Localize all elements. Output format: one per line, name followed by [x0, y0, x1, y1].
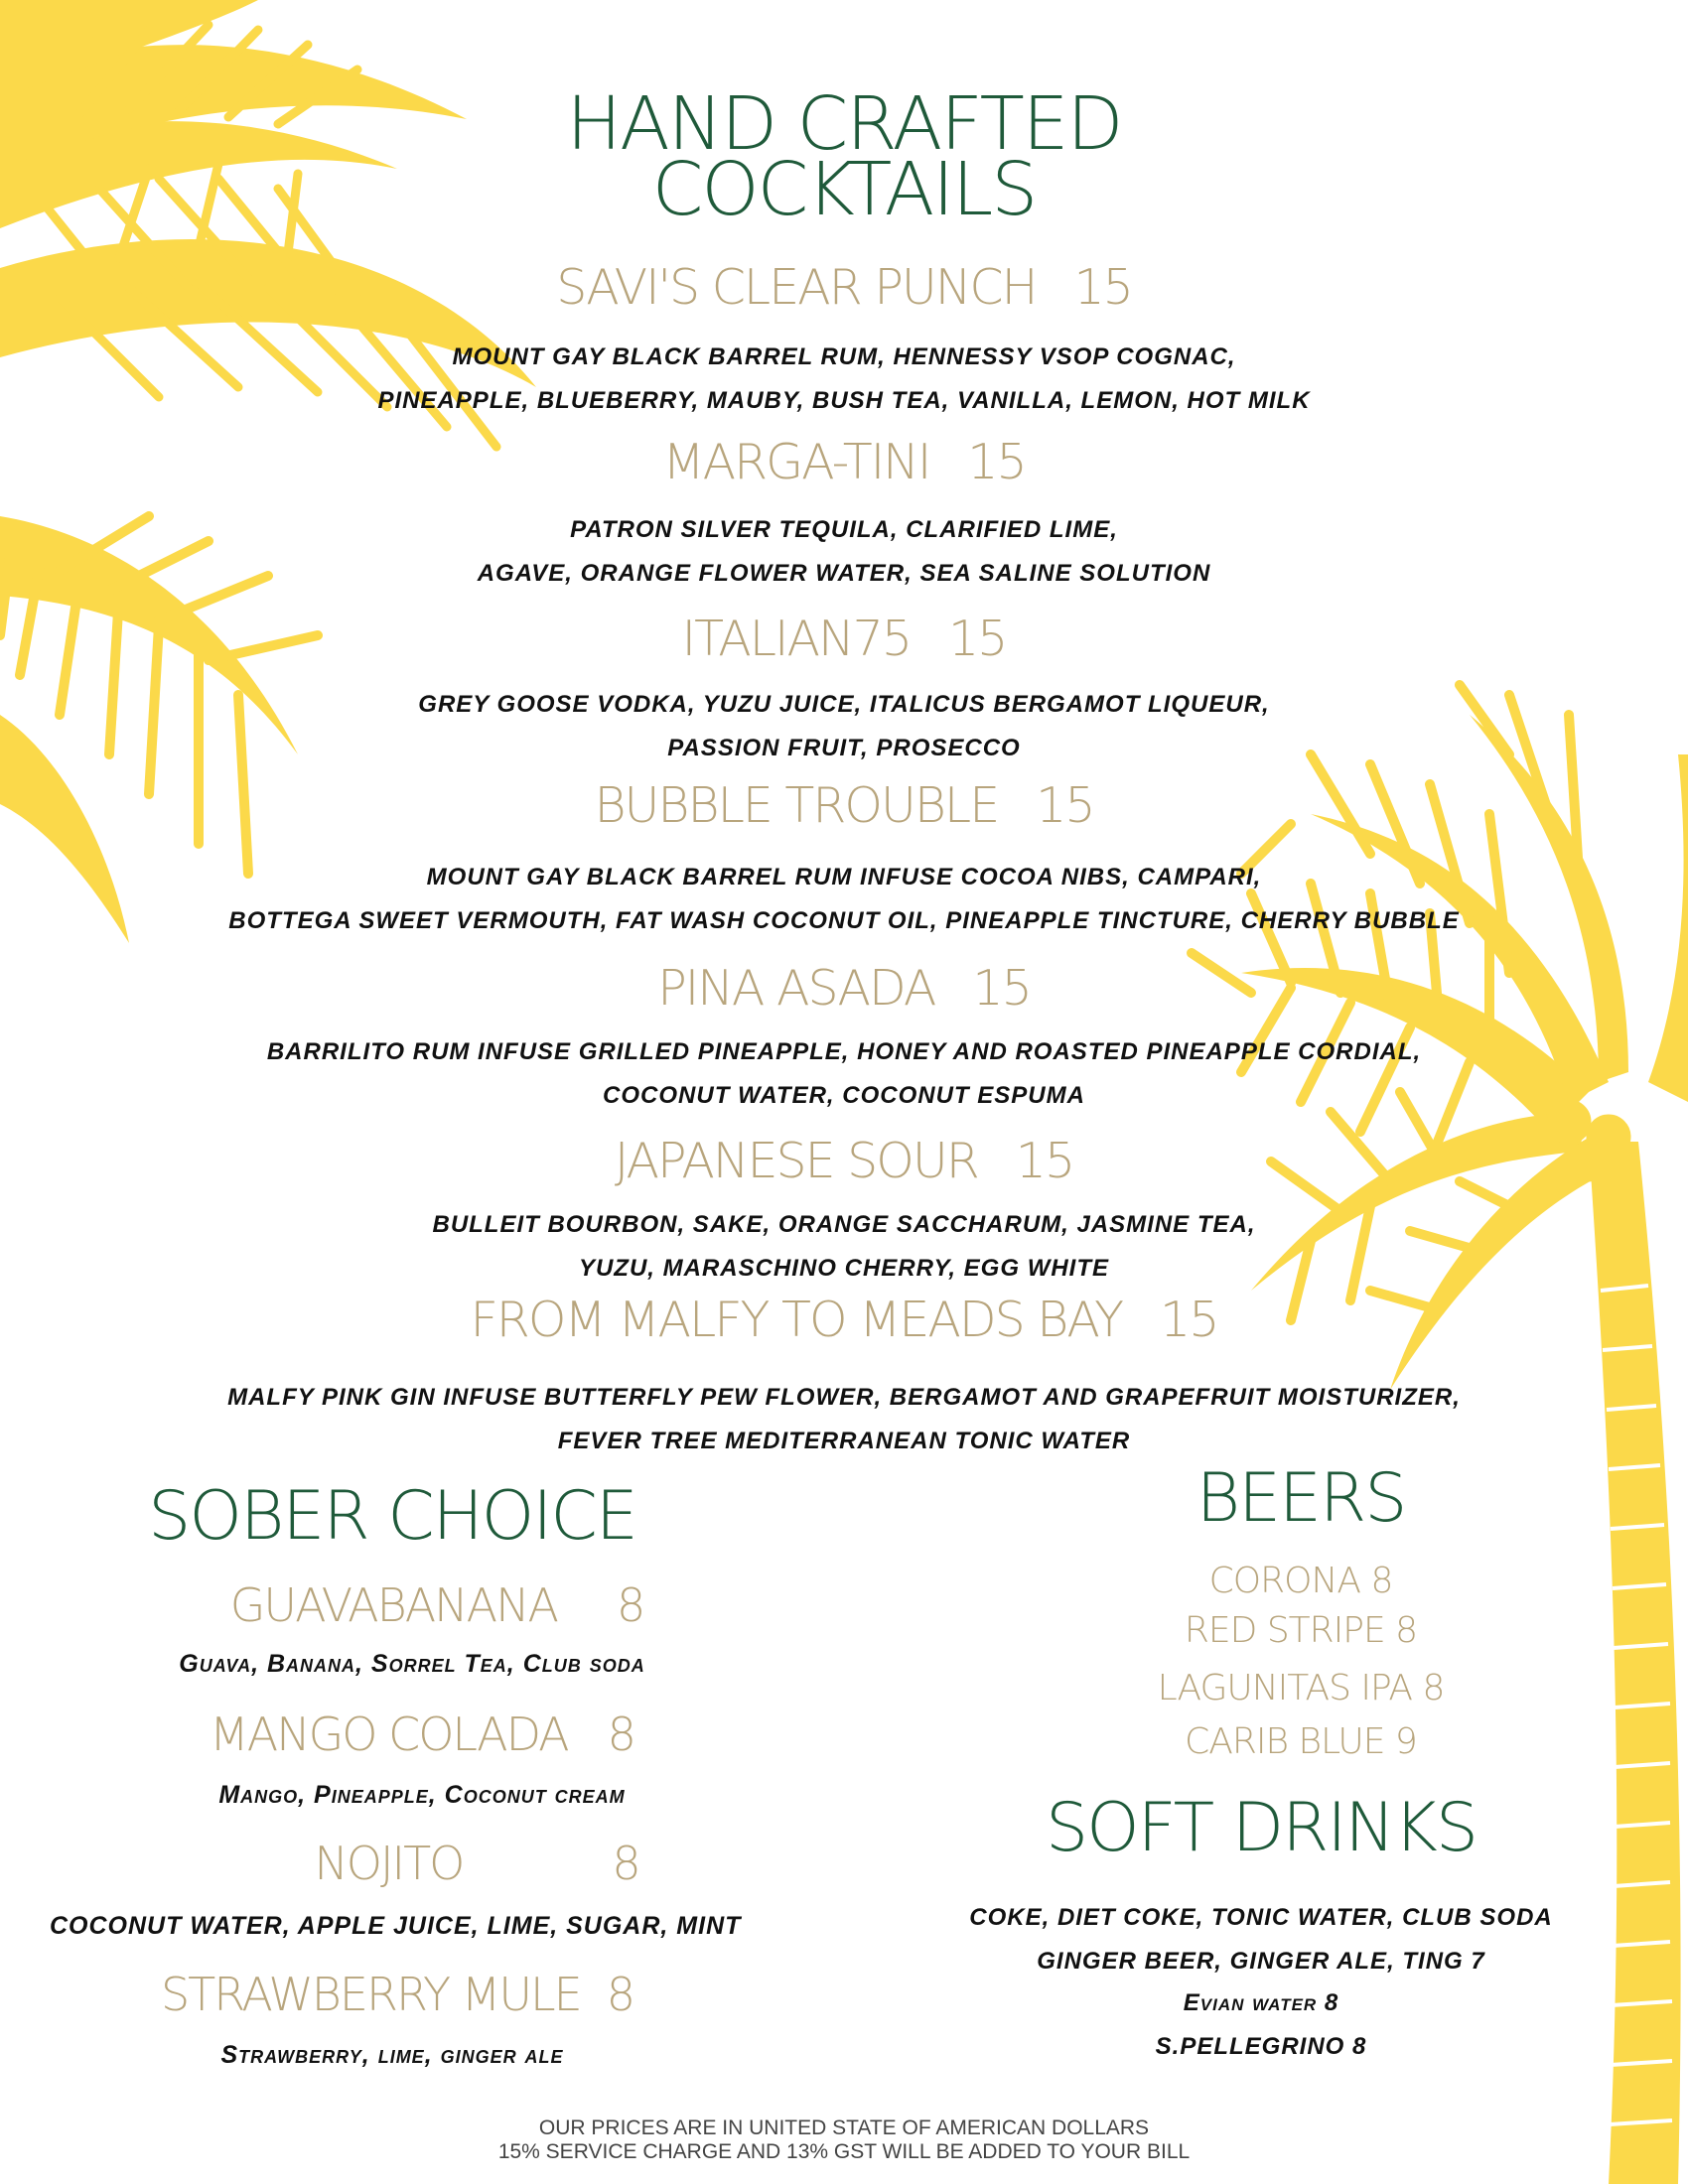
cocktail-price: 15	[1073, 259, 1132, 316]
cocktail-name: JAPANESE SOUR	[614, 1133, 978, 1189]
sober-item-name: MANGO COLADA	[210, 1707, 568, 1761]
sober-item-name: STRAWBERRY MULE	[160, 1968, 581, 2021]
page-title	[0, 81, 1688, 232]
soft-drink-line: COKE, DIET COKE, TONIC WATER, CLUB SODA	[969, 1904, 1553, 1931]
sober-item-name: GUAVABANANA	[229, 1578, 557, 1632]
footer-line: 15% SERVICE CHARGE AND 13% GST WILL BE ADDED TO YOUR BILL	[497, 2140, 1191, 2163]
cocktail-description-line: MOUNT GAY BLACK BARREL RUM INFUSE COCOA NIBS, CAMPARI,	[426, 864, 1262, 890]
cocktail-title	[0, 778, 1688, 834]
cocktail-price: 15	[972, 960, 1031, 1017]
cocktail-title	[0, 260, 1688, 316]
footer-line: OUR PRICES ARE IN UNITED STATE OF AMERICAN DOLLARS	[538, 2116, 1150, 2139]
cocktail-title	[0, 612, 1688, 667]
cocktail-price: 15	[1036, 777, 1094, 834]
beer-item: LAGUNITAS IPA 8	[1157, 1668, 1445, 1708]
cocktail-name: MARGA-TINI	[662, 434, 930, 490]
sober-item-description: Strawberry, lime, ginger ale	[220, 2041, 564, 2069]
cocktail-title	[0, 1134, 1688, 1189]
soft-drinks-heading: SOFT DRINKS	[1045, 1789, 1477, 1867]
beer-item: CORONA 8	[1208, 1561, 1393, 1601]
beer-item: RED STRIPE 8	[1184, 1610, 1418, 1651]
sober-item-price: 8	[616, 1578, 644, 1632]
cocktail-description-line: MALFY PINK GIN INFUSE BUTTERFLY PEW FLOWER, BERGAMOT AND GRAPEFRUIT MOISTURIZER,	[227, 1384, 1461, 1411]
cocktail-title	[0, 961, 1688, 1017]
cocktail-price: 15	[967, 434, 1026, 490]
cocktail-description-line: PATRON SILVER TEQUILA, CLARIFIED LIME,	[570, 516, 1118, 543]
soft-drink-line: GINGER BEER, GINGER ALE, TING 7	[1037, 1948, 1485, 1975]
cocktail-description	[0, 856, 1688, 943]
cocktail-description-line: BULLEIT BOURBON, SAKE, ORANGE SACCHARUM, JASMINE TEA,	[432, 1211, 1256, 1238]
cocktail-description	[0, 508, 1688, 596]
cocktail-description-line: MOUNT GAY BLACK BARREL RUM, HENNESSY VSOP COGNAC,	[452, 343, 1236, 370]
sober-item-title	[189, 1578, 685, 1632]
beer-item: CARIB BLUE 9	[1185, 1721, 1417, 1762]
page-title-line1: HAND CRAFTED	[566, 81, 1122, 167]
sober-item-title	[109, 1968, 685, 2021]
cocktail-description-line: PASSION FRUIT, PROSECCO	[667, 735, 1021, 761]
cocktail-description	[0, 336, 1688, 423]
cocktail-description-line: BOTTEGA SWEET VERMOUTH, FAT WASH COCONUT OIL, PINEAPPLE TINCTURE, CHERRY BUBBLE	[228, 907, 1460, 934]
cocktail-name: BUBBLE TROUBLE	[594, 777, 999, 834]
cocktail-description	[0, 683, 1688, 770]
footer-note	[0, 2116, 1688, 2164]
cocktail-description-line: FEVER TREE MEDITERRANEAN TONIC WATER	[557, 1428, 1131, 1454]
cocktail-title	[0, 1293, 1688, 1348]
sober-choice-heading: SOBER CHOICE	[148, 1477, 636, 1556]
sober-item-price: 8	[607, 1707, 634, 1761]
sober-item-title	[159, 1707, 685, 1761]
page-title-line2: COCKTAILS	[651, 147, 1037, 232]
cocktail-price: 15	[1160, 1292, 1218, 1348]
cocktail-description-line: BARRILITO RUM INFUSE GRILLED PINEAPPLE, HONEY AND ROASTED PINEAPPLE CORDIAL,	[266, 1038, 1422, 1065]
sober-item-description: Guava, Banana, Sorrel Tea, Club soda	[179, 1650, 645, 1678]
cocktail-description-line: PINEAPPLE, BLUEBERRY, MAUBY, BUSH TEA, VANILLA, LEMON, HOT MILK	[377, 387, 1311, 414]
cocktail-description	[0, 1376, 1688, 1463]
cocktail-name: ITALIAN75	[681, 611, 911, 667]
cocktail-name: FROM MALFY TO MEADS BAY	[470, 1292, 1123, 1348]
sober-item-title	[268, 1837, 685, 1890]
sober-item-price: 8	[606, 1968, 634, 2021]
cocktail-description-line: COCONUT WATER, COCONUT ESPUMA	[603, 1082, 1085, 1109]
soft-drink-line: Evian water 8	[1183, 1989, 1339, 2016]
beers-heading: BEERS	[1196, 1459, 1406, 1538]
cocktail-description-line: GREY GOOSE VODKA, YUZU JUICE, ITALICUS BERGAMOT LIQUEUR,	[418, 691, 1270, 718]
cocktail-description	[0, 1030, 1688, 1118]
sober-item-description: Mango, Pineapple, Coconut cream	[218, 1781, 626, 1809]
cocktail-title	[0, 435, 1688, 490]
sober-item-price: 8	[612, 1837, 639, 1890]
sober-item-name: NOJITO	[314, 1837, 464, 1890]
cocktail-name: SAVI'S CLEAR PUNCH	[556, 259, 1037, 316]
sober-item-description: COCONUT WATER, APPLE JUICE, LIME, SUGAR, MINT	[50, 1912, 742, 1940]
soft-drink-line: S.PELLEGRINO 8	[1155, 2033, 1367, 2060]
cocktail-name: PINA ASADA	[657, 960, 935, 1017]
cocktail-description	[0, 1203, 1688, 1291]
cocktail-description-line: YUZU, MARASCHINO CHERRY, EGG WHITE	[578, 1255, 1110, 1282]
cocktail-description-line: AGAVE, ORANGE FLOWER WATER, SEA SALINE SOLUTION	[477, 560, 1211, 587]
cocktail-price: 15	[948, 611, 1007, 667]
cocktail-price: 15	[1015, 1133, 1074, 1189]
